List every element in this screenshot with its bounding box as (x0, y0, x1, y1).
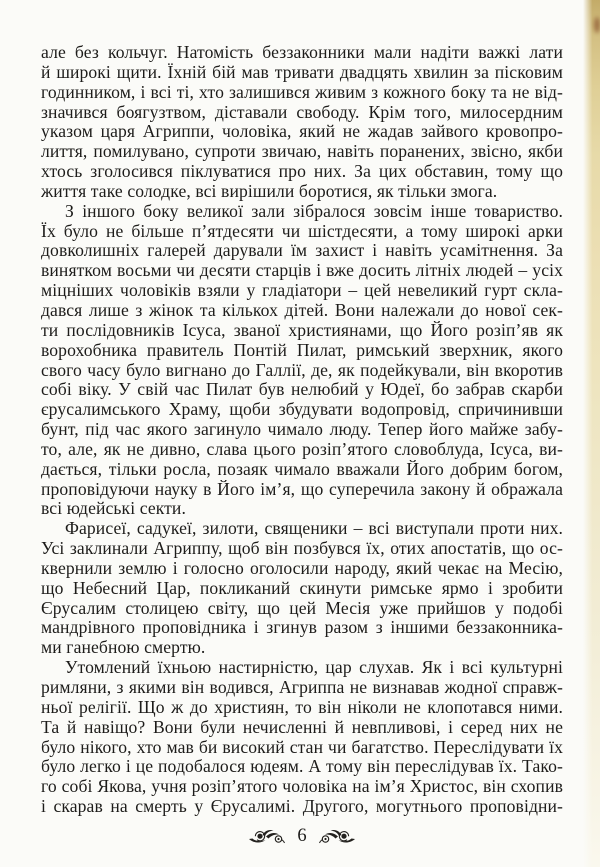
paragraph (41, 658, 563, 817)
text-line: римляни, з якими він водився, Агриппа не визнавав жодної справж- (41, 678, 563, 697)
text-line: було легко і це подобалося юдеям. А тому він переслідував їх. Тако- (41, 757, 563, 777)
text-line: свого часу було вигнано до Галлії, де, як подейкували, він вкоротив (41, 360, 563, 380)
text-line: що Небесний Цар, покликаний скинути римське ярмо і зробити (41, 578, 563, 598)
text-line: указом царя Агриппи, чоловіка, який не жадав зайвого кровопро- (41, 122, 563, 142)
page-edge (583, 0, 600, 867)
text-line: хтось зголосився піклуватися про них. За цих обставин, тому що (41, 162, 563, 182)
text-line: довколишніх галерей дарували їм захист і навіть усамітнення. За (41, 241, 563, 261)
paragraph (41, 519, 563, 658)
text-line: значився боягузтвом, діставали свободу. Крім того, милосердним (41, 102, 563, 122)
page-number: 6 (297, 825, 307, 846)
flourish-left-icon (248, 828, 285, 846)
text-line: винятком восьми чи десяти старців і вже досить літніх людей – усіх (41, 261, 563, 281)
text-line: проповідуючи науку в Його ім’я, що суперечила закону й ображала (41, 479, 563, 499)
flourish-right-icon (319, 828, 356, 846)
paragraph (41, 43, 563, 202)
text-line: й широкі щити. Їхній бій мав тривати двадцять хвилин за пісковим (41, 62, 563, 82)
text-line: то, але, як не дивно, слава цього розіп’ятого словоблуда, Ісуса, ви- (41, 439, 563, 459)
paragraph (41, 202, 563, 520)
text-line: ньої релігії. Що ж до християн, то він ніколи не клопотався ними. (41, 697, 563, 717)
text-line: Утомлений їхньою настирністю, цар слухав. Як і всі культурні (65, 658, 563, 678)
text-line: але без кольчуг. Натомість беззаконники мали надіти важкі лати (41, 43, 563, 62)
text-line: Єрусалим столицею світу, що цей Месія уже прийшов у подобі (41, 598, 563, 618)
text-line: квернили землю і голосно оголосили народу, який чекає на Месію, (41, 558, 563, 578)
text-line: дався лише з жінок та кількох дітей. Вони належали до нової сек- (41, 300, 563, 320)
text-line: лиття, помилувано, супроти звичаю, навіть поранених, звісно, якби (41, 142, 563, 162)
page-edge-spot (594, 17, 600, 33)
text-line: ми ганебною смертю. (41, 638, 206, 658)
text-line: ти послідовників Ісуса, званої християнами, що Його розіп’яв як (41, 320, 563, 340)
text-line: Їх було не більше п’ятдесяти чи шістдесяти, а тому широкі арки (41, 221, 563, 241)
text-line: і скарав на смерть у Єрусалимі. Другого, могутнього проповідни- (41, 797, 563, 817)
text-line: життя таке солодке, всі вирішили боротися, як тільки змога. (41, 181, 498, 201)
text-line: Усі заклинали Агриппу, щоб він позбувся їх, отих апостатів, що ос- (41, 539, 563, 559)
text-line: ворохобника правитель Понтій Пилат, римський зверхник, якого (41, 340, 563, 360)
text-line: собі віку. У свій час Пилат був нелюбий у Юдеї, бо забрав скарби (41, 380, 563, 400)
text-line: Фарисеї, садукеї, зилоти, священики – всі виступали проти них. (65, 519, 563, 539)
text-line: годинником, і всі ті, хто залишився живим з кожного боку та не від- (41, 82, 563, 102)
text-line: всі юдейські секти. (41, 499, 186, 519)
text-line: бунт, під час якого загинуло чимало люду. Тепер його майже забу- (41, 420, 563, 440)
text-line: мандрівного проповідника і згинув разом з іншими беззаконника- (41, 618, 563, 638)
text-line: єрусалимського Храму, щоби збудувати водопровід, спричинивши (41, 400, 563, 420)
text-line: дається, тільки росла, позаяк чимало вважали Його добрим богом, (41, 459, 563, 479)
text-line: Та й навіщо? Вони були нечисленні й невпливові, і серед них не (41, 717, 563, 737)
text-line: З іншого боку великої зали зібралося зовсім інше товариство. (65, 201, 563, 221)
text-line: го собі Якова, учня розіп’ятого чоловіка на ім’я Христос, він схопив (41, 777, 563, 797)
text-line: було нікого, хто мав би високий стан чи багатство. Переслідувати їх (41, 737, 563, 757)
page-footer (0, 824, 600, 850)
text-line: міцніших чоловіків взяли у гладіатори – цей невеликий гурт скла- (41, 281, 563, 301)
page-text (41, 43, 563, 817)
